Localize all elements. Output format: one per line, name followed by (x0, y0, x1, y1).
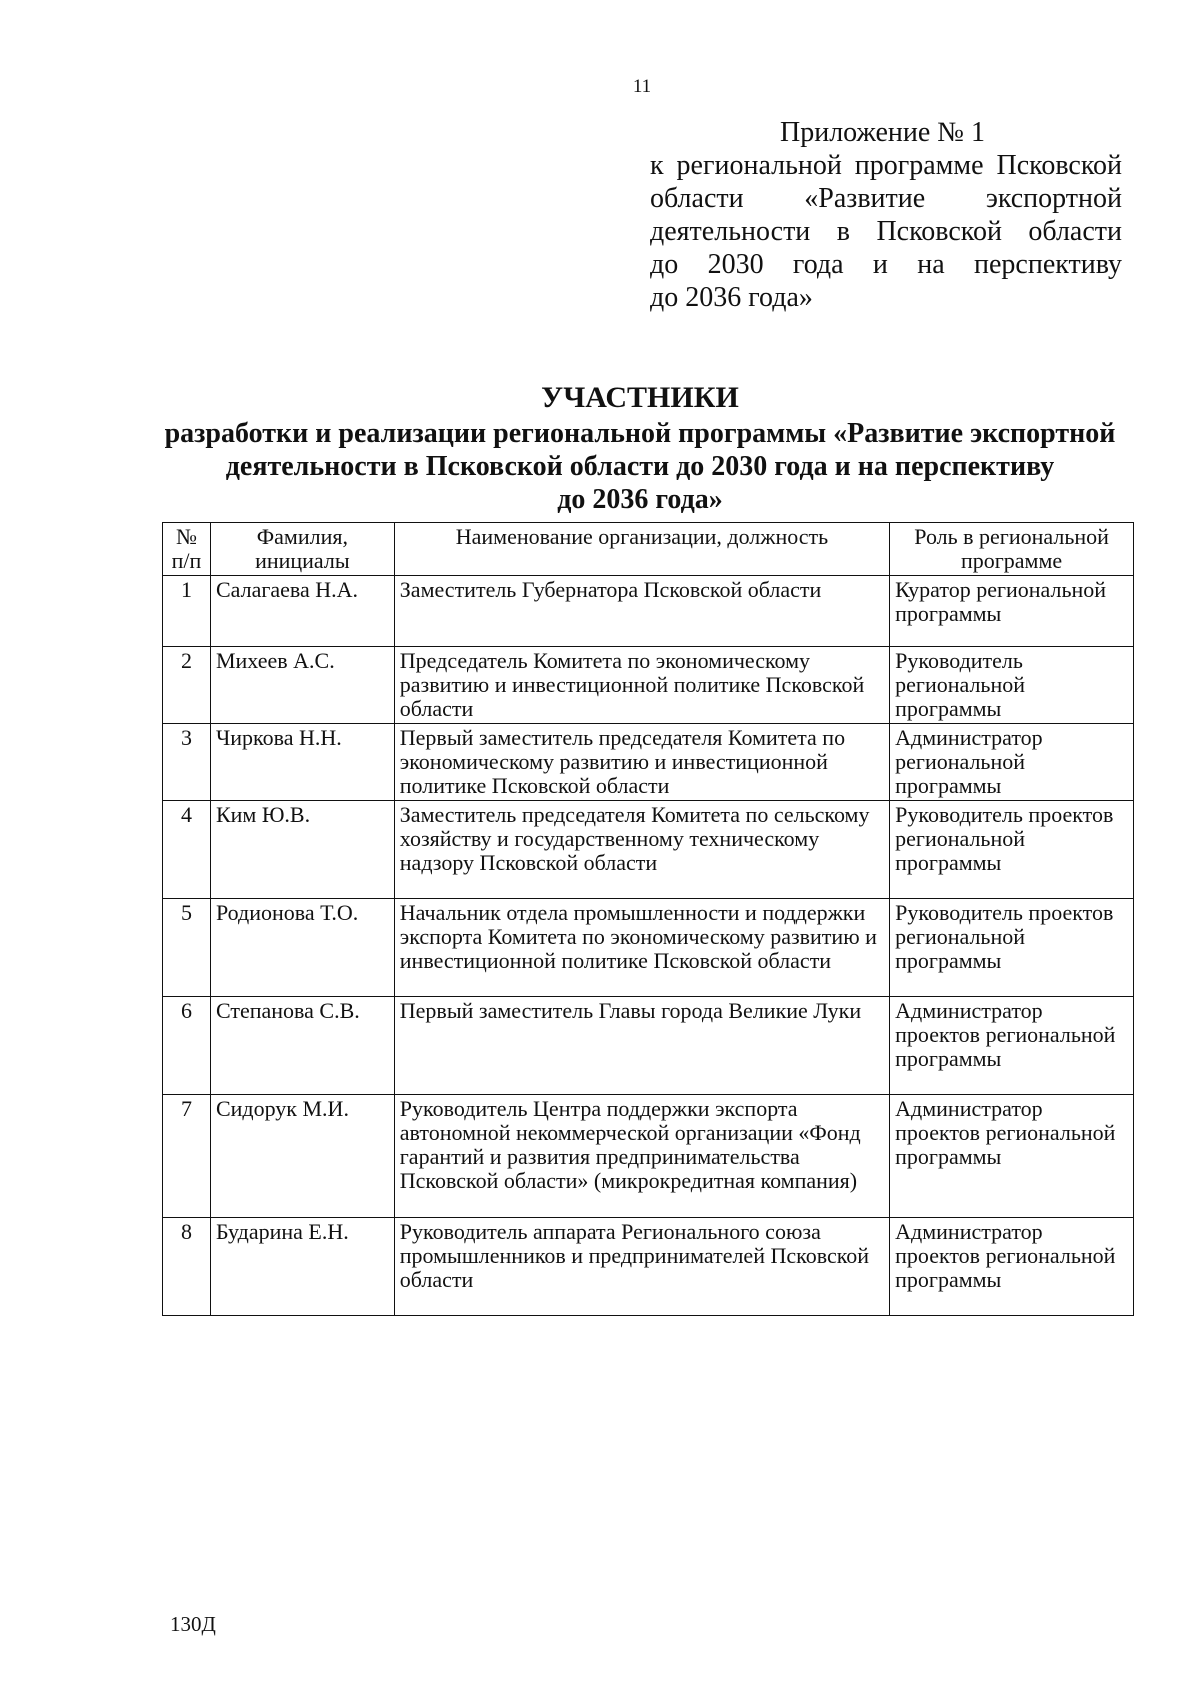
cell-role: Администратор проектов региональной программы (890, 1218, 1134, 1316)
cell-role: Руководитель проектов региональной программы (890, 801, 1134, 899)
cell-role: Администратор проектов региональной программы (890, 997, 1134, 1095)
table-row (163, 576, 1134, 647)
cell-name: Салагаева Н.А. (210, 576, 394, 647)
cell-name: Чиркова Н.Н. (210, 724, 394, 801)
cell-name: Степанова С.В. (210, 997, 394, 1095)
annex-body (650, 149, 1122, 314)
header-org: Наименование организации, должность (394, 523, 889, 576)
table-row (163, 899, 1134, 997)
cell-num: 6 (163, 997, 211, 1095)
table-row (163, 801, 1134, 899)
header-num: № п/п (163, 523, 211, 576)
cell-role: Руководитель проектов региональной программы (890, 899, 1134, 997)
cell-org: Первый заместитель председателя Комитета по экономическому развитию и инвестиционной политике Псковской области (394, 724, 889, 801)
participants-table (162, 522, 1134, 1316)
cell-num: 5 (163, 899, 211, 997)
table-row (163, 724, 1134, 801)
cell-org: Начальник отдела промышленности и поддержки экспорта Комитета по экономическому развитию и инвестиционной политике Псковской области (394, 899, 889, 997)
cell-org: Заместитель председателя Комитета по сельскому хозяйству и государственному техническому надзору Псковской области (394, 801, 889, 899)
annex-line: деятельности в Псковской области (650, 216, 1122, 247)
header-role: Роль в региональной программе (890, 523, 1134, 576)
cell-role: Администратор проектов региональной программы (890, 1095, 1134, 1218)
subheading-line: до 2036 года» (557, 484, 723, 515)
cell-name: Ким Ю.В. (210, 801, 394, 899)
cell-num: 4 (163, 801, 211, 899)
cell-role: Руководитель региональной программы (890, 647, 1134, 724)
table-row (163, 1218, 1134, 1316)
cell-role: Администратор региональной программы (890, 724, 1134, 801)
cell-name: Бударина Е.Н. (210, 1218, 394, 1316)
subheading-line: разработки и реализации региональной программы «Развитие экспортной (164, 418, 1116, 449)
annex-line: до 2030 года и на перспективу (650, 249, 1122, 280)
annex-title: Приложение № 1 (780, 117, 985, 148)
cell-num: 3 (163, 724, 211, 801)
cell-org: Руководитель Центра поддержки экспорта автономной некоммерческой организации «Фонд гарантий и развития предпринимательства Псковской области» (микрокредитная компания) (394, 1095, 889, 1218)
subheading-line: деятельности в Псковской области до 2030 года и на перспективу (225, 451, 1055, 482)
cell-num: 7 (163, 1095, 211, 1218)
table-row (163, 647, 1134, 724)
header-name: Фамилия, инициалы (210, 523, 394, 576)
annex-line: к региональной программе Псковской (650, 150, 1122, 181)
cell-num: 1 (163, 576, 211, 647)
cell-name: Сидорук М.И. (210, 1095, 394, 1218)
cell-org: Председатель Комитета по экономическому развитию и инвестиционной политике Псковской области (394, 647, 889, 724)
cell-org: Первый заместитель Главы города Великие Луки (394, 997, 889, 1095)
cell-name: Родионова Т.О. (210, 899, 394, 997)
cell-num: 8 (163, 1218, 211, 1316)
cell-role: Куратор региональной программы (890, 576, 1134, 647)
table-row (163, 1095, 1134, 1218)
footer-code: 130Д (170, 1612, 216, 1636)
cell-num: 2 (163, 647, 211, 724)
annex-line: до 2036 года» (650, 282, 813, 313)
annex-block (650, 116, 1122, 314)
cell-org: Заместитель Губернатора Псковской области (394, 576, 889, 647)
table-row (163, 997, 1134, 1095)
page-number: 11 (632, 76, 652, 97)
cell-org: Руководитель аппарата Регионального союза промышленников и предпринимателей Псковской области (394, 1218, 889, 1316)
annex-line: области «Развитие экспортной (650, 183, 1122, 214)
document-heading: УЧАСТНИКИ (541, 381, 739, 414)
document-subheading (150, 417, 1130, 516)
cell-name: Михеев А.С. (210, 647, 394, 724)
table-header-row (163, 523, 1134, 576)
